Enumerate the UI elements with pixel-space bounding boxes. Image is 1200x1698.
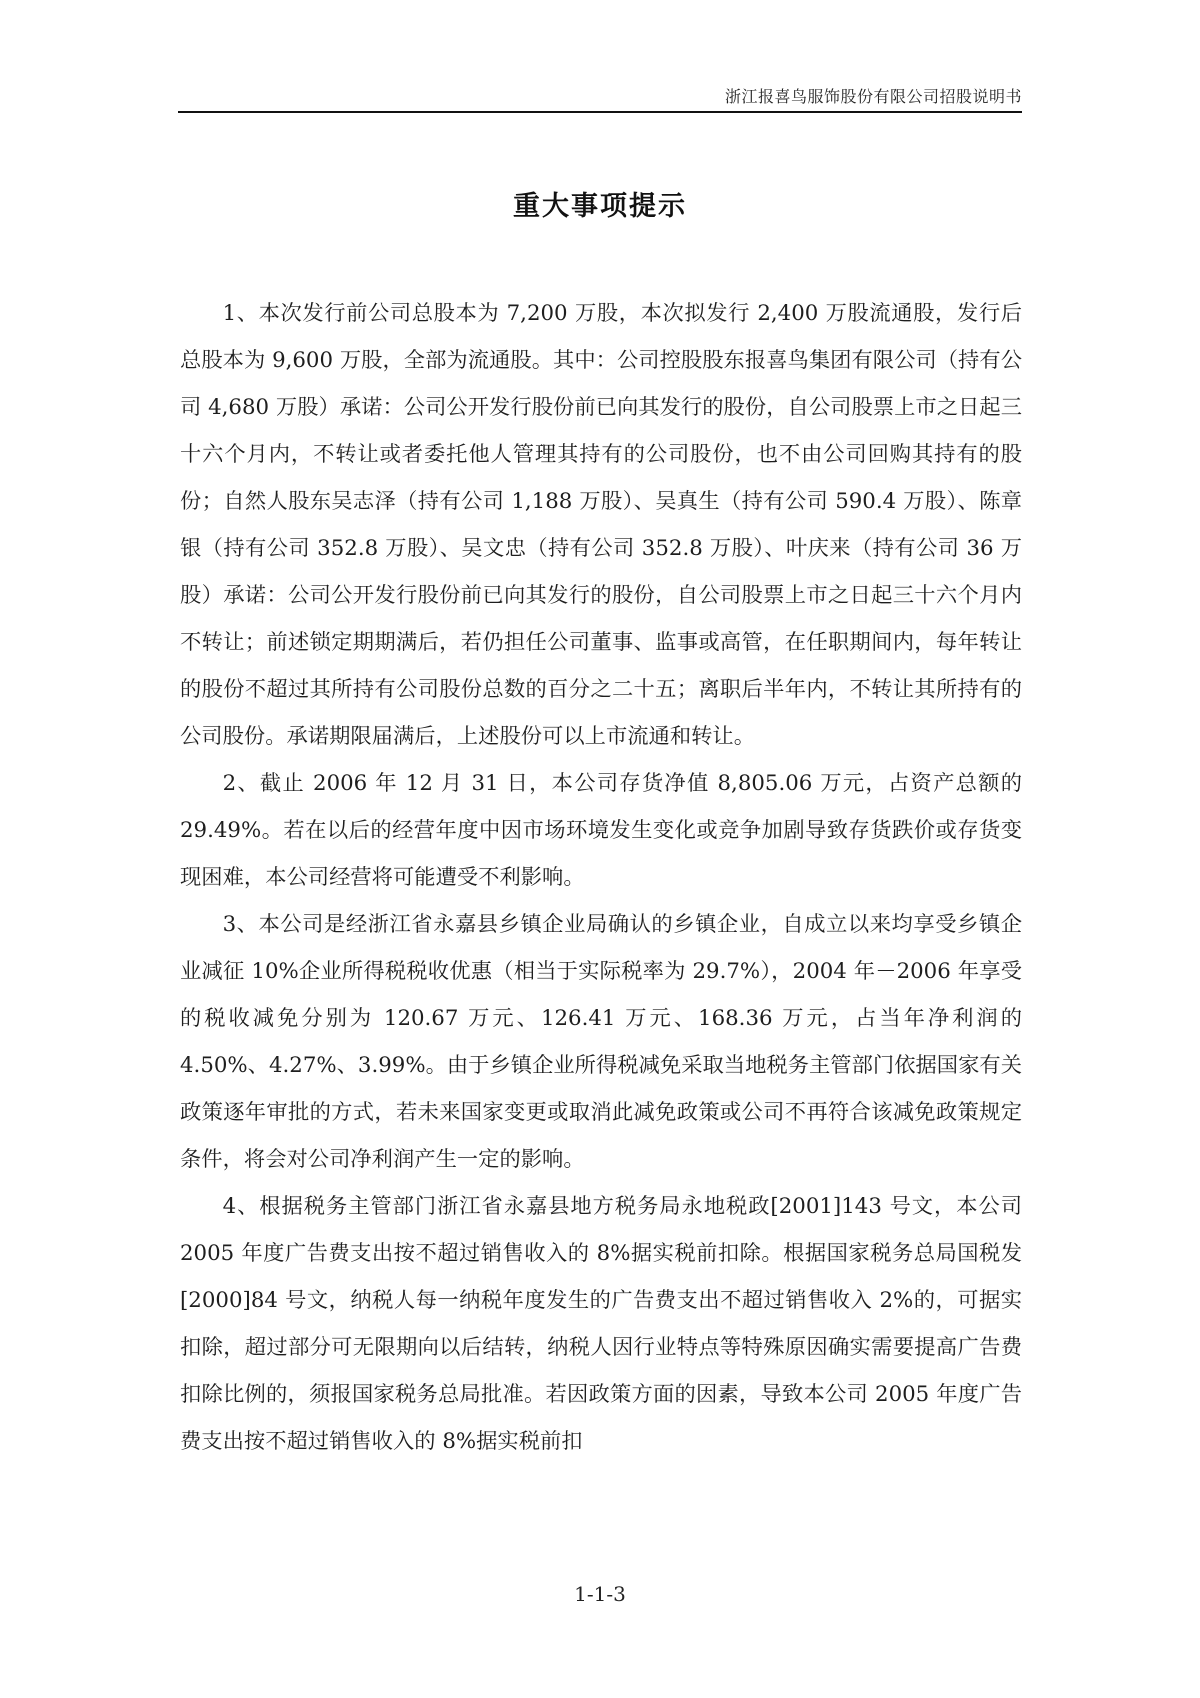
running-header: 浙江报喜鸟服饰股份有限公司招股说明书 xyxy=(724,87,1022,106)
paragraph-3: 3、本公司是经浙江省永嘉县乡镇企业局确认的乡镇企业，自成立以来均享受乡镇企业减征 10%企业所得税税收优惠（相当于实际税率为 29.7%），2004 年－2006 年享受的税收减免分别为 120.67 万元、126.41 万元、168.36 万元，占当年净利润的 4.50%、4.27%、3.99%。由于乡镇企业所得税减免采取当地税务主管部门依据国家有关政策逐年审批的方式，若未来国家变更或取消此减免政策或公司不再符合该减免政策规定条件，将会对公司净利润产生一定的影响。 xyxy=(180,912,1022,1172)
paragraph-1: 1、本次发行前公司总股本为 7,200 万股，本次拟发行 2,400 万股流通股，发行后总股本为 9,600 万股，全部为流通股。其中：公司控股股东报喜鸟集团有限公司（持有公司 4,680 万股）承诺：公司公开发行股份前已向其发行的股份，自公司股票上市之日起三十六个月内，不转让或者委托他人管理其持有的公司股份，也不由公司回购其持有的股份；自然人股东吴志泽（持有公司 1,188 万股）、吴真生（持有公司 590.4 万股）、陈章银（持有公司 352.8 万股）、吴文忠（持有公司 352.8 万股）、叶庆来（持有公司 36 万股）承诺：公司公开发行股份前已向其发行的股份，自公司股票上市之日起三十六个月内不转让；前述锁定期期满后，若仍担任公司董事、监事或高管，在任职期间内，每年转让的股份不超过其所持有公司股份总数的百分之二十五；离职后半年内，不转让其所持有的公司股份。承诺期限届满后，上述股份可以上市流通和转让。 xyxy=(180,301,1022,749)
paragraph-2: 2、截止 2006 年 12 月 31 日，本公司存货净值 8,805.06 万元，占资产总额的 29.49%。若在以后的经营年度中因市场环境发生变化或竞争加剧导致存货跌价或存货变现困难，本公司经营将可能遭受不利影响。 xyxy=(180,771,1022,890)
page-title: 重大事项提示 xyxy=(513,191,687,222)
header-divider xyxy=(178,111,1022,113)
paragraph-4: 4、根据税务主管部门浙江省永嘉县地方税务局永地税政[2001]143 号文，本公司 2005 年度广告费支出按不超过销售收入的 8%据实税前扣除。根据国家税务总局国税发[2000]84 号文，纳税人每一纳税年度发生的广告费支出不超过销售收入 2%的，可据实扣除，超过部分可无限期向以后结转，纳税人因行业特点等特殊原因确实需要提高广告费扣除比例的，须报国家税务总局批准。若因政策方面的因素，导致本公司 2005 年度广告费支出按不超过销售收入的 8%据实税前扣 xyxy=(180,1194,1022,1454)
body-text xyxy=(180,290,1022,1465)
page-number: 1-1-3 xyxy=(574,1582,626,1606)
